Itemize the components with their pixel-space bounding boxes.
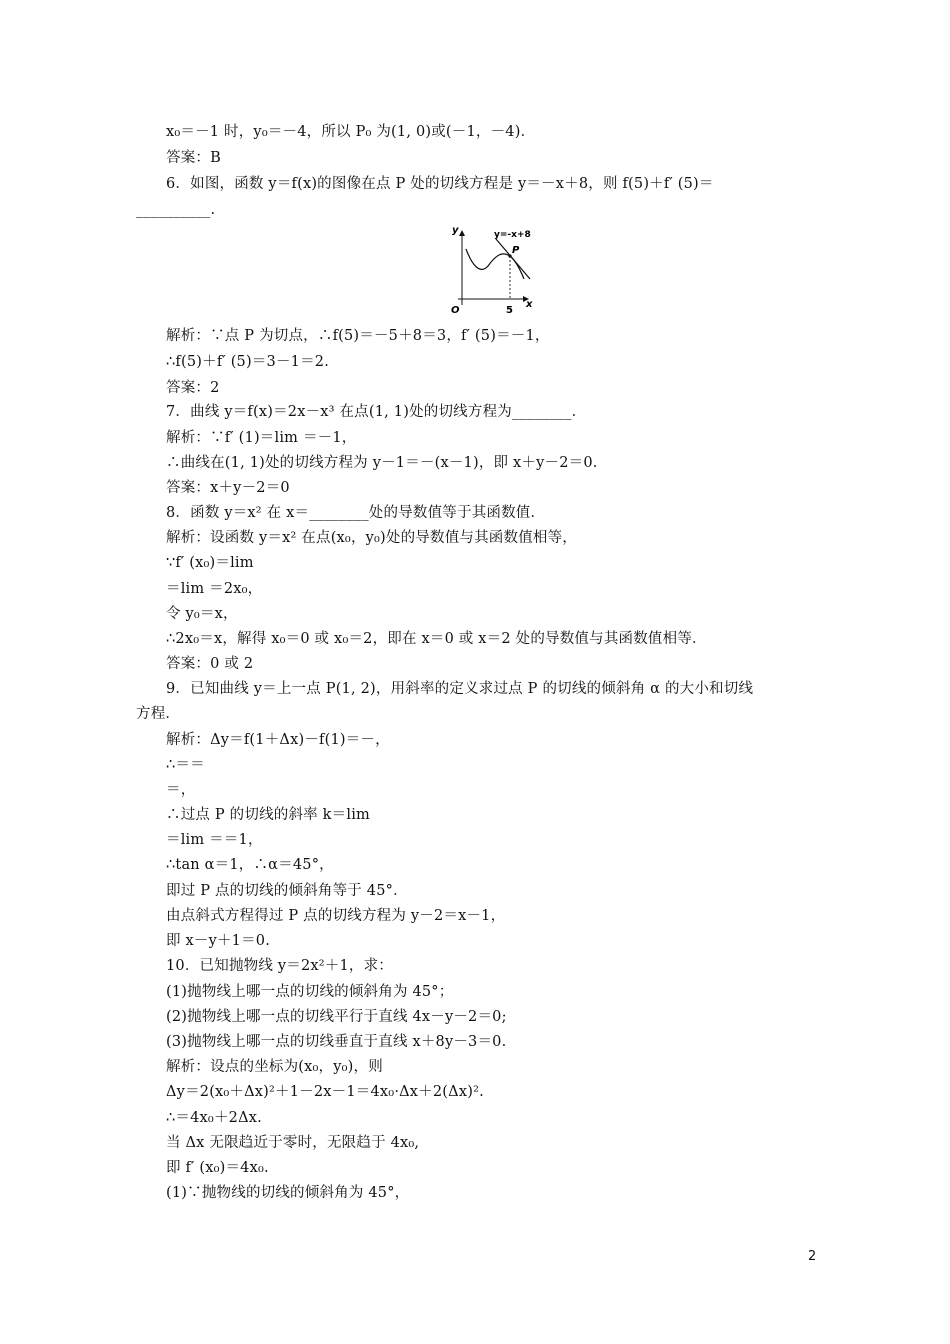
text-line: 即过 P 点的切线的倾斜角等于 45°． (166, 883, 408, 899)
figure-tick-label: 5 (506, 305, 513, 316)
figure-origin-label: O (451, 305, 460, 316)
text-line: 9．已知曲线 y＝上一点 P(1, 2)，用斜率的定义求过点 P 的切线的倾斜角 α 的大小和切线 (166, 681, 754, 697)
text-line: x₀＝－1 时，y₀＝－4，所以 P₀ 为(1, 0)或(－1，－4)． (166, 124, 536, 140)
text-line: 7．曲线 y＝f(x)＝2x－x³ 在点(1, 1)处的切线方程为________． (166, 404, 587, 420)
text-line: 答案：B (166, 150, 221, 166)
text-line: (3)抛物线上哪一点的切线垂直于直线 x＋8y－3＝0. (166, 1034, 507, 1050)
text-line: ∴2x₀＝x，解得 x₀＝0 或 x₀＝2，即在 x＝0 或 x＝2 处的导数值与其函数值相等． (166, 631, 707, 647)
text-line: ∴＝4x₀＋2Δx. (166, 1110, 262, 1126)
text-line: ＝lim ＝2x₀， (166, 581, 263, 597)
page-number: 2 (808, 1249, 817, 1264)
text-line: 方程． (136, 706, 181, 722)
text-line: 解析：设点的坐标为(x₀，y₀)，则 (166, 1059, 383, 1075)
figure-point-label: P (512, 245, 520, 256)
text-line: 解析：Δy＝f(1＋Δx)－f(1)＝－， (166, 732, 390, 748)
text-line: ∴tan α＝1，∴α＝45°， (166, 857, 334, 873)
text-line: (1)抛物线上哪一点的切线的倾斜角为 45°； (166, 984, 454, 1000)
text-line: 解析：∵点 P 为切点，∴f(5)＝－5＋8＝3，f′ (5)＝－1， (166, 328, 550, 344)
text-line: 答案：x＋y－2＝0 (166, 480, 290, 496)
text-line: ＝， (166, 782, 196, 798)
text-line: 答案：2 (166, 380, 220, 396)
text-line: 即 f′ (x₀)＝4x₀. (166, 1160, 269, 1176)
text-line: 令 y₀＝x， (166, 606, 238, 622)
text-line: 答案：0 或 2 (166, 656, 254, 672)
text-line: 6．如图，函数 y＝f(x)的图像在点 P 处的切线方程是 y＝－x＋8，则 f(5)＋f′ (5)＝ (166, 176, 714, 192)
text-line: 解析：∵f′ (1)＝lim ＝－1， (166, 430, 357, 446)
text-line: Δy＝2(x₀＋Δx)²＋1－2x－1＝4x₀·Δx＋2(Δx)². (166, 1084, 484, 1100)
text-line: 解析：设函数 y＝x² 在点(x₀，y₀)处的导数值与其函数值相等， (166, 530, 578, 546)
text-line: 10．已知抛物线 y＝2x²＋1，求： (166, 958, 393, 974)
text-line: __________. (136, 202, 216, 218)
text-line: ∵f′ (x₀)＝lim (166, 555, 254, 571)
text-line: ∴曲线在(1, 1)处的切线方程为 y－1＝－(x－1)，即 x＋y－2＝0. (166, 455, 598, 471)
figure-x-label: x (526, 299, 533, 310)
text-line: 由点斜式方程得过 P 点的切线方程为 y－2＝x－1， (166, 908, 506, 924)
tangent-line-figure (436, 221, 542, 319)
text-line: 当 Δx 无限趋近于零时，无限趋于 4x₀, (166, 1135, 420, 1151)
text-line: 即 x－y＋1＝0. (166, 933, 271, 949)
text-line: (1)∵抛物线的切线的倾斜角为 45°， (166, 1185, 410, 1201)
figure-y-label: y (452, 225, 459, 236)
text-line: (2)抛物线上哪一点的切线平行于直线 4x－y－2＝0; (166, 1009, 507, 1025)
text-line: ∴过点 P 的切线的斜率 k＝lim (166, 807, 370, 823)
text-line: ＝lim ＝＝1， (166, 832, 263, 848)
figure-line-label: y=-x+8 (494, 230, 531, 240)
text-line: ∴f(5)＋f′ (5)＝3－1＝2. (166, 354, 330, 370)
text-line: 8．函数 y＝x² 在 x＝________处的导数值等于其函数值． (166, 505, 546, 521)
text-line: ∴＝＝ (166, 757, 205, 773)
